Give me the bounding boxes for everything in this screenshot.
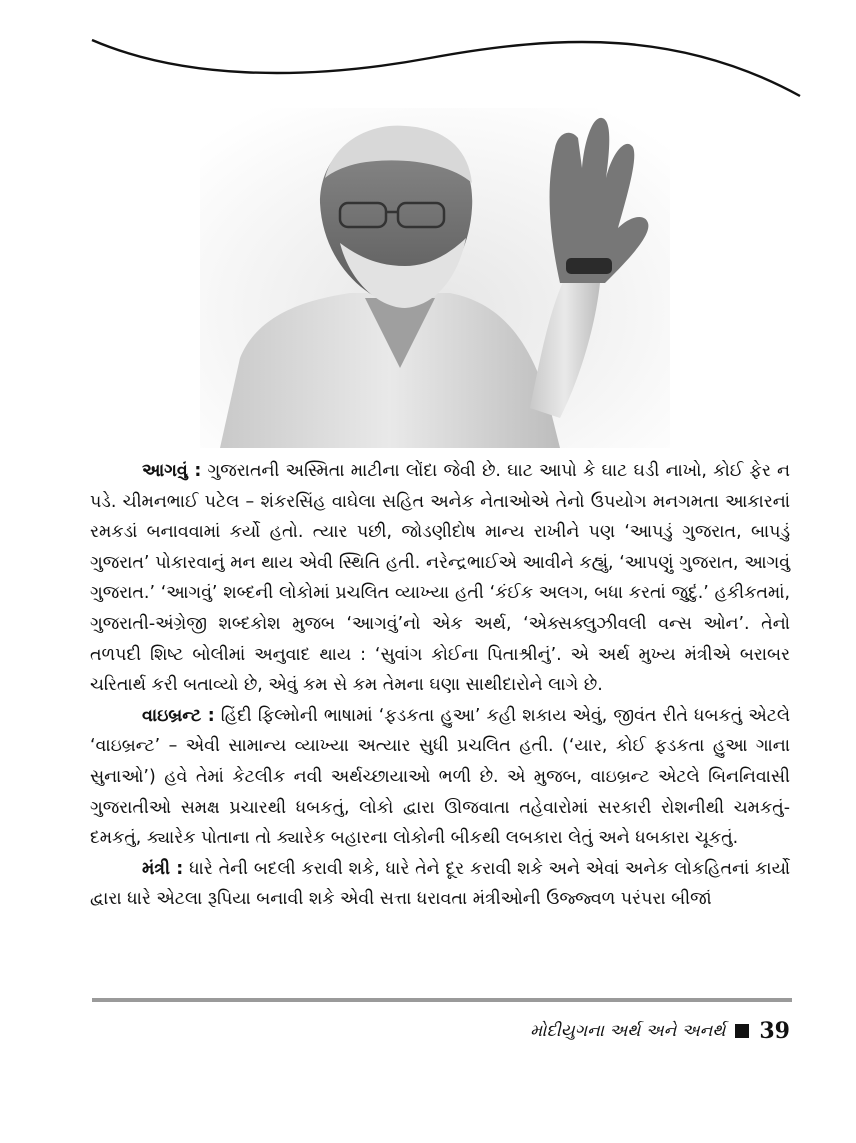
bottom-rule [92, 998, 792, 1002]
paragraph-vibrant [90, 701, 790, 854]
decorative-swoosh [0, 0, 856, 120]
paragraph-mantri-text: ધારે તેની બદલી કરાવી શકે, ધારે તેને દૂર કરાવી શકે અને એવાં અનેક લોકહિતનાં કાર્યો દ્વારા ધારે એટલા રૂપિયા બનાવી શકે એવી સત્તા ધરાવતા મંત્રીઓની ઉજ્જ્વળ પરંપરા બીજાં [90, 858, 790, 910]
term-aagvu: આગવું : [142, 461, 202, 481]
page-footer [530, 1018, 790, 1044]
book-title: મોદીયુગના અર્થ અને અનર્થ [530, 1021, 726, 1041]
square-bullet-icon [735, 1024, 749, 1038]
portrait-photo [200, 108, 670, 448]
paragraph-mantri [90, 854, 790, 915]
paragraph-vibrant-text: હિંદી ફિલ્મોની ભાષામાં ‘ફડકતા હુઆ’ કહી શકાય એવું, જીવંત રીતે ધબકતું એટલે ‘વાઇબ્રન્ટ’ – એવી સામાન્ય વ્યાખ્યા અત્યાર સુધી પ્રચલિત હતી. (‘યાર, કોઈ ફડકતા હુઆ ગાના સુનાઓ’) હવે તેમાં કેટલીક નવી અર્થચ્છાયાઓ ભળી છે. એ મુજબ, વાઇબ્રન્ટ એટલે બિનનિવાસી ગુજરાતીઓ સમક્ષ પ્રચારથી ધબકતું, લોકો દ્વારા ઊજવાતા તહેવારોમાં સરકારી રોશનીથી ચમકતું-દમકતું, ક્યારેક પોતાના તો ક્યારેક બહારના લોકોની બીકથી લબકારા લેતું અને ધબકારા ચૂકતું. [90, 705, 790, 849]
paragraph-aagvu-text: ગુજરાતની અસ્મિતા માટીના લોંદા જેવી છે. ઘાટ આપો કે ઘાટ ઘડી નાખો, કોઈ ફેર ન પડે. ચીમનભાઈ પટેલ – શંકરસિંહ વાઘેલા સહિત અનેક નેતાઓએ તેનો ઉપયોગ મનગમતા આકારનાં રમકડાં બનાવવામાં કર્યો હતો. ત્યાર પછી, જોડણીદોષ માન્ય રાખીને પણ ‘આપડું ગુજરાત, બાપડું ગુજરાત’ પોકારવાનું મન થાય એવી સ્થિતિ હતી. નરેન્દ્રભાઈએ આવીને કહ્યું, ‘આપણું ગુજરાત, આગવું ગુજરાત.’ ‘આગવું’ શબ્દની લોકોમાં પ્રચલિત વ્યાખ્યા હતી ‘કંઈક અલગ, બધા કરતાં જુદું.’ હકીકતમાં, ગુજરાતી-અંગ્રેજી શબ્દકોશ મુજબ ‘આગવું’નો એક અર્થ, ‘એક્સક્લુઝીવલી વન્સ ઓન’. તેનો તળપદી શિષ્ટ બોલીમાં અનુવાદ થાય : ‘સુવાંગ કોઈના પિતાશ્રીનું’. એ અર્થ મુખ્ય મંત્રીએ બરાબર ચરિતાર્થ કરી બતાવ્યો છે, એવું કમ સે કમ તેમના ઘણા સાથીદારોને લાગે છે. [90, 461, 790, 696]
term-mantri: મંત્રી : [142, 858, 184, 879]
term-vibrant: વાઇબ્રન્ટ : [142, 705, 215, 726]
page-number: 39 [759, 1018, 790, 1044]
paragraph-aagvu [90, 456, 790, 701]
article-body [90, 456, 790, 915]
